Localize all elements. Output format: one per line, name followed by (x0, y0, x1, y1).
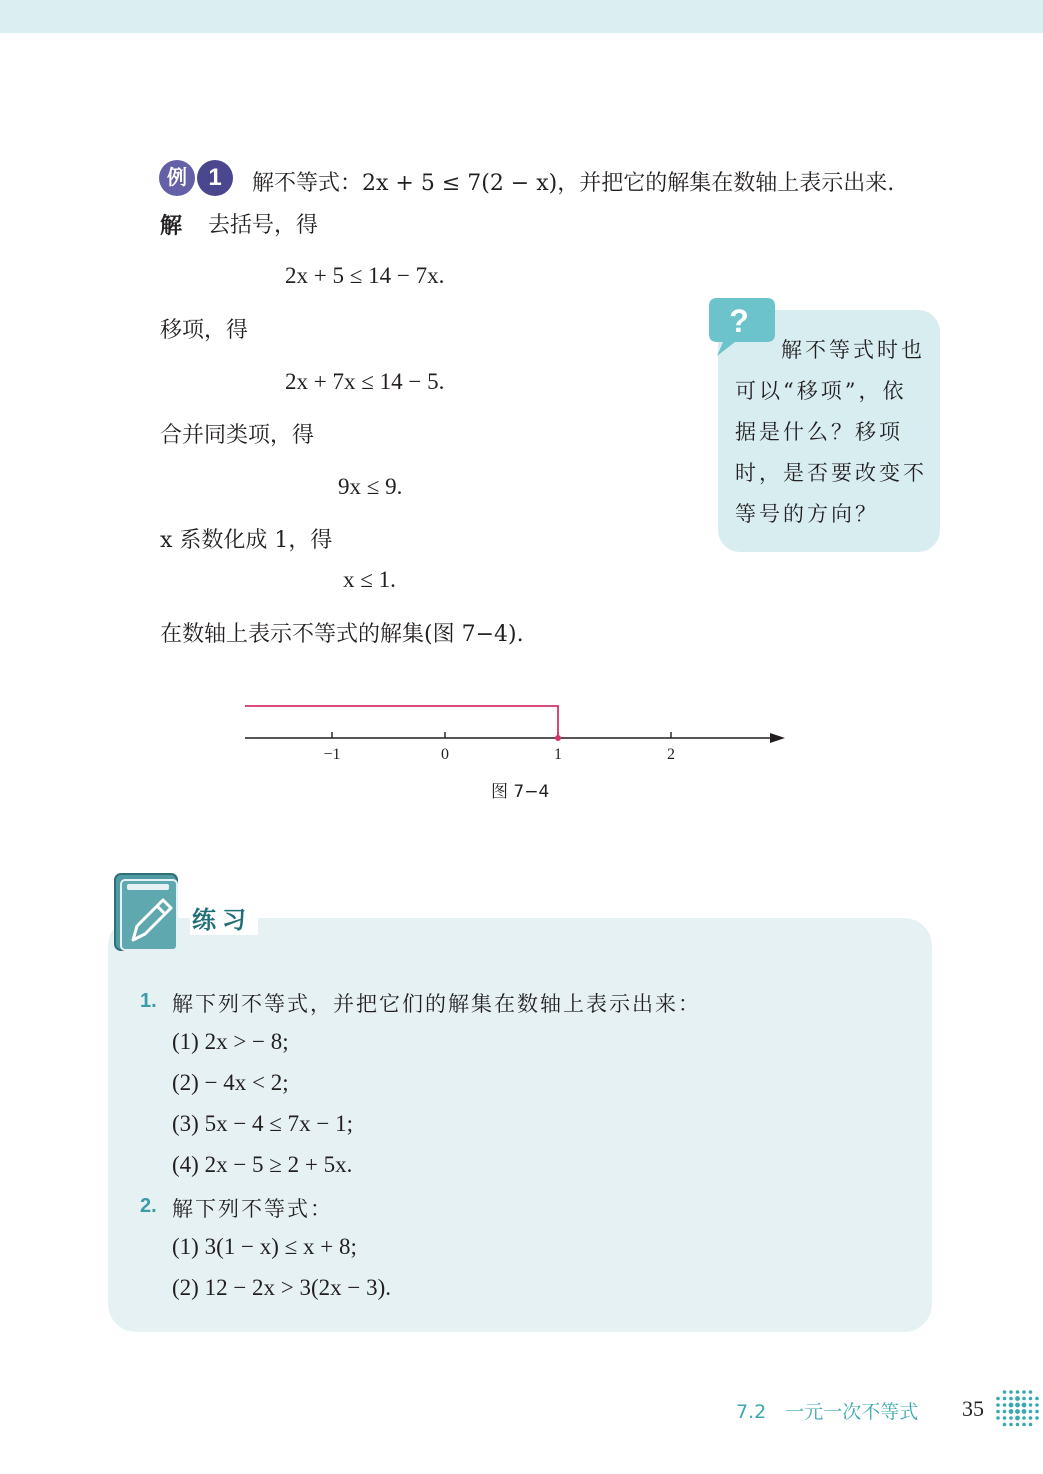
decor-dot (1035, 1410, 1039, 1414)
decor-dot (1003, 1390, 1007, 1394)
step-3-text: 合并同类项，得 (160, 423, 315, 448)
decor-dot (1009, 1403, 1014, 1408)
decor-dot (1003, 1423, 1007, 1427)
decor-dot (1029, 1397, 1033, 1401)
decor-dot (1022, 1409, 1027, 1414)
decor-dot (1022, 1397, 1026, 1401)
step-4-math: x ≤ 1. (343, 567, 396, 592)
pencil-notebook-icon (113, 872, 185, 954)
tick-label: 0 (441, 746, 449, 763)
decor-dot (996, 1416, 1000, 1420)
decor-dot (1009, 1409, 1014, 1414)
decor-dot (1009, 1397, 1013, 1401)
decor-dot (1022, 1423, 1026, 1427)
decor-dot (1015, 1396, 1020, 1401)
problem-1-part-1: (1) 2x > − 8; (172, 1029, 289, 1054)
decor-dot (1035, 1403, 1039, 1407)
decor-dot (1015, 1403, 1020, 1408)
decor-dot (1029, 1423, 1033, 1427)
exercise-title: 练习 (190, 900, 258, 935)
decor-dot (1029, 1403, 1033, 1407)
svg-text:?: ? (729, 303, 749, 339)
decor-dot (1022, 1416, 1026, 1420)
step-3-math: 9x ≤ 9. (338, 474, 403, 499)
decor-dot (1022, 1403, 1027, 1408)
decor-dot (1015, 1416, 1020, 1421)
decor-dot (996, 1410, 1000, 1414)
decor-dot (1029, 1416, 1033, 1420)
decor-dot (1009, 1416, 1013, 1420)
decor-dot (1003, 1416, 1007, 1420)
decor-dot (996, 1403, 1000, 1407)
step-2-math: 2x + 7x ≤ 14 − 5. (285, 369, 445, 394)
decor-dot (1022, 1390, 1026, 1394)
example-problem: 解不等式：2x + 5 ≤ 7(2 − x)，并把它的解集在数轴上表示出来. (252, 171, 895, 196)
problem-1-part-4: (4) 2x − 5 ≥ 2 + 5x. (172, 1152, 353, 1177)
decor-dot (1016, 1390, 1020, 1394)
step-1-math: 2x + 5 ≤ 14 − 7x. (285, 263, 445, 288)
problem-2-text: 解下列不等式： (172, 1197, 333, 1221)
problem-1-text: 解下列不等式，并把它们的解集在数轴上表示出来： (172, 992, 701, 1016)
decor-dot (1035, 1397, 1039, 1401)
top-banner (0, 0, 1043, 33)
decor-dot (1009, 1423, 1013, 1427)
solution-label: 解 (160, 213, 183, 239)
dot-pattern-icon (994, 1388, 1040, 1430)
problem-1-part-2: (2) − 4x < 2; (172, 1070, 289, 1095)
decor-dot (1003, 1397, 1007, 1401)
number-line-figure (240, 690, 800, 770)
page-number: 35 (962, 1396, 984, 1421)
solution-set-ray (245, 706, 558, 738)
problem-1-number: 1. (140, 990, 157, 1012)
step-2-text: 移项，得 (160, 318, 249, 343)
tick-label: −1 (323, 746, 341, 763)
decor-dot (996, 1397, 1000, 1401)
axis-arrow (770, 733, 785, 743)
tick-label: 2 (667, 746, 675, 763)
problem-2-number: 2. (140, 1195, 157, 1217)
question-text: 解不等式时也可以“移项”，依据是什么？移项时，是否要改变不等号的方向？ (735, 338, 927, 526)
tick-label: 1 (554, 746, 562, 763)
problem-1-part-3: (3) 5x − 4 ≤ 7x − 1; (172, 1111, 354, 1136)
problem-2-part-1: (1) 3(1 − x) ≤ x + 8; (172, 1234, 357, 1259)
figure-caption: 图 7−4 (491, 782, 550, 802)
problem-2-part-2: (2) 12 − 2x > 3(2x − 3). (172, 1275, 392, 1300)
decor-dot (1029, 1410, 1033, 1414)
step-4-text: x 系数化成 1，得 (160, 528, 333, 553)
decor-dot (1003, 1410, 1007, 1414)
decor-dot (1029, 1390, 1033, 1394)
footer-section-title: 7.2 一元一次不等式 (736, 1401, 919, 1423)
example-badge-number: 1 (197, 160, 233, 196)
step-1-text: 去括号，得 (208, 213, 319, 238)
decor-dot (1003, 1403, 1007, 1407)
decor-dot (1035, 1416, 1039, 1420)
boundary-point (555, 735, 561, 741)
decor-dot (1009, 1390, 1013, 1394)
decor-dot (1015, 1409, 1020, 1414)
example-badge-label: 例 (159, 160, 195, 196)
decor-dot (1016, 1423, 1020, 1427)
conclusion-text: 在数轴上表示不等式的解集(图 7−4). (160, 622, 524, 647)
